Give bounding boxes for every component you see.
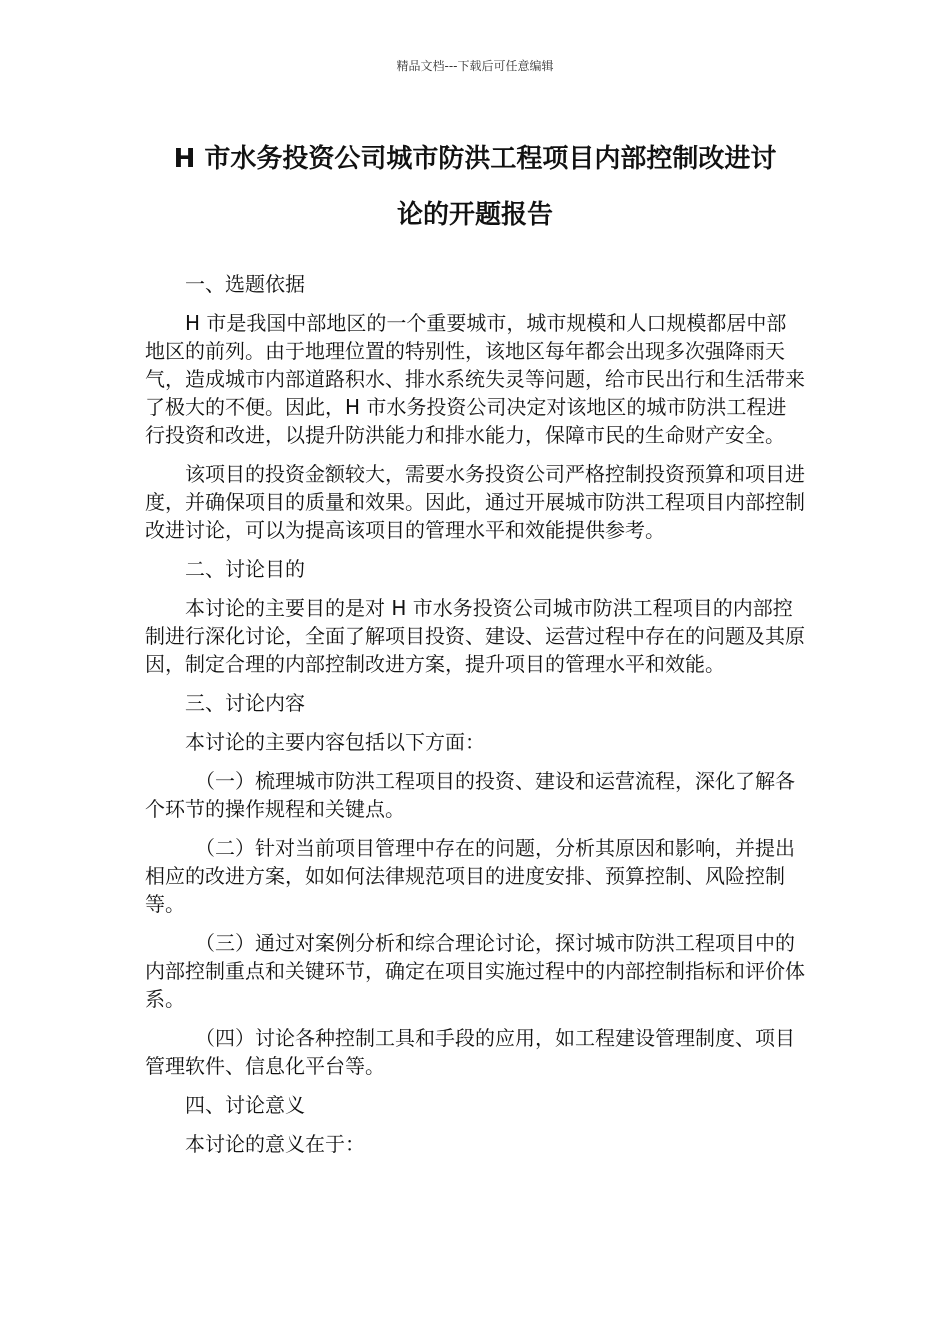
document-title-line-2: 论的开题报告 <box>396 200 553 230</box>
section-heading: 二、讨论目的 <box>185 557 305 581</box>
section-heading: 三、讨论内容 <box>185 691 305 715</box>
list-item: （三）通过对案例分析和综合理论讨论，探讨城市防洪工程项目中的内部控制重点和关键环节，确定在项目实施过程中的内部控制指标和评价体系。 <box>145 931 805 1011</box>
document-title-line-1: H 市水务投资公司城市防洪工程项目内部控制改进讨 <box>173 144 777 174</box>
list-item: （四）讨论各种控制工具和手段的应用，如工程建设管理制度、项目管理软件、信息化平台等。 <box>145 1026 795 1078</box>
paragraph: H 市是我国中部地区的一个重要城市，城市规模和人口规模都居中部地区的前列。由于地理位置的特别性，该地区每年都会出现多次强降雨天气，造成城市内部道路积水、排水系统失灵等问题，给市民出行和生活带来了极大的不便。因此，H 市水务投资公司决定对该地区的城市防洪工程进行投资和改进，以提升防洪能力和排水能力，保障市民的生命财产安全。 <box>145 311 805 447</box>
paragraph: 本讨论的主要内容包括以下方面： <box>185 730 485 754</box>
document-body <box>145 270 805 1169</box>
paragraph: 本讨论的主要目的是对 H 市水务投资公司城市防洪工程项目的内部控制进行深化讨论，全面了解项目投资、建设、运营过程中存在的问题及其原因，制定合理的内部控制改进方案，提升项目的管理水平和效能。 <box>145 596 805 676</box>
paragraph: 本讨论的意义在于： <box>185 1132 365 1156</box>
section-heading: 四、讨论意义 <box>185 1093 305 1117</box>
page-header: 精品文档---下载后可任意编辑 <box>396 59 554 73</box>
list-item: （一）梳理城市防洪工程项目的投资、建设和运营流程，深化了解各个环节的操作规程和关键点。 <box>145 769 795 821</box>
list-item: （二）针对当前项目管理中存在的问题，分析其原因和影响，并提出相应的改进方案，如如何法律规范项目的进度安排、预算控制、风险控制等。 <box>145 836 795 916</box>
paragraph: 该项目的投资金额较大，需要水务投资公司严格控制投资预算和项目进度，并确保项目的质量和效果。因此，通过开展城市防洪工程项目内部控制改进讨论，可以为提高该项目的管理水平和效能提供参考。 <box>145 462 805 542</box>
section-heading: 一、选题依据 <box>185 272 305 296</box>
